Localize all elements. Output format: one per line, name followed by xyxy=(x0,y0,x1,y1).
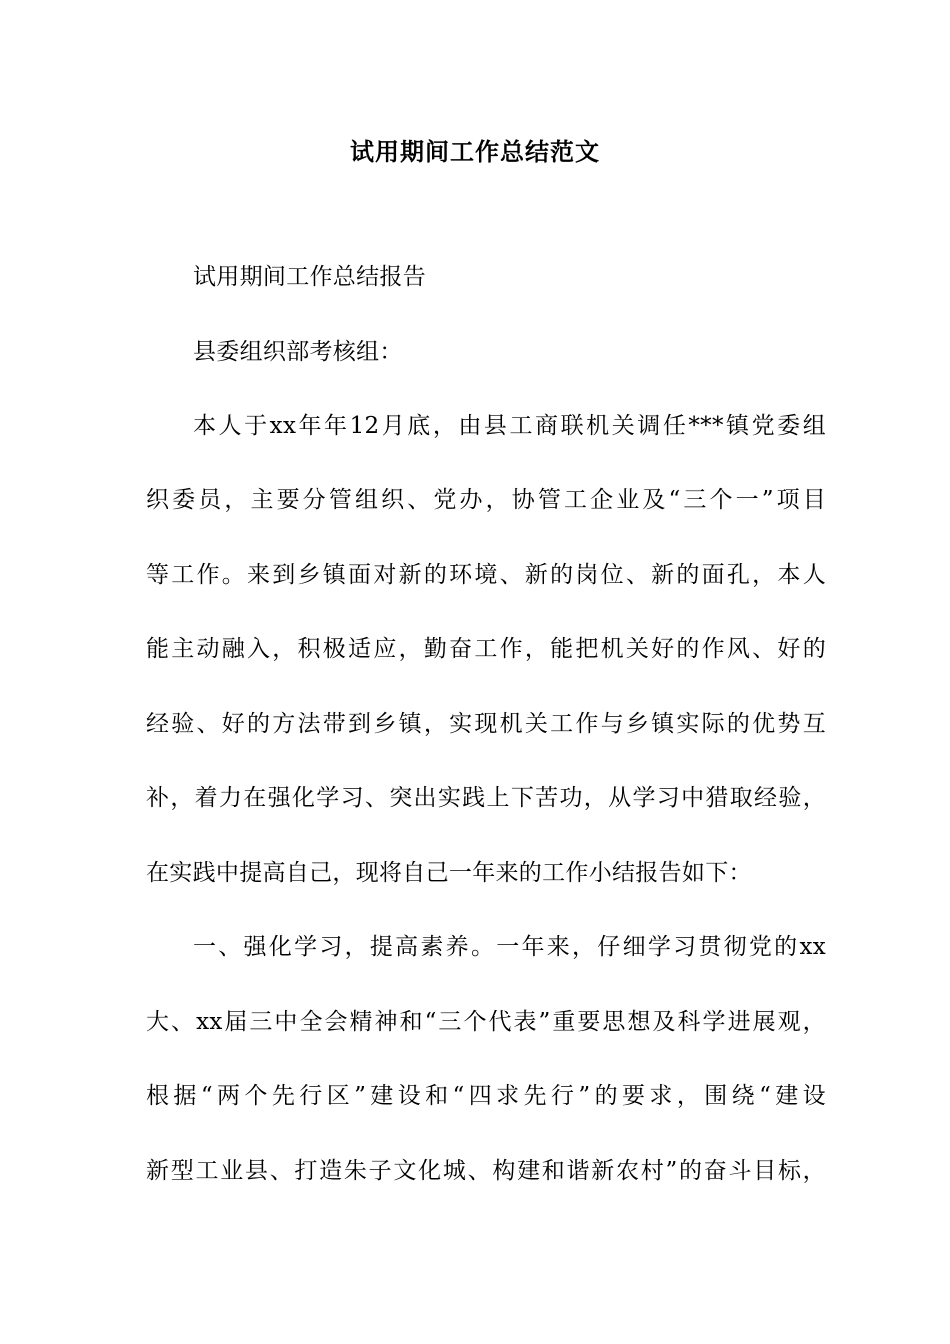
paragraph-line: 等工作。来到乡镇面对新的环境、新的岗位、新的面孔，本人 xyxy=(146,562,826,588)
paragraph-line: 县委组织部考核组： xyxy=(193,339,403,365)
paragraph-line: 能主动融入，积极适应，勤奋工作，能把机关好的作风、好的 xyxy=(146,636,826,662)
paragraph-line: 根据“两个先行区”建设和“四求先行”的要求，围绕“建设 xyxy=(146,1083,826,1109)
paragraph-line: 织委员，主要分管组织、党办，协管工企业及“三个一”项目 xyxy=(146,487,826,513)
paragraph-line: 在实践中提高自己，现将自己一年来的工作小结报告如下： xyxy=(146,860,752,886)
paragraph-line: 经验、好的方法带到乡镇，实现机关工作与乡镇实际的优势互 xyxy=(146,711,826,737)
paragraph-line: 本人于xx年年12月底，由县工商联机关调任***镇党委组 xyxy=(193,413,826,439)
paragraph-line: 一、强化学习，提高素养。一年来，仔细学习贯彻党的xx xyxy=(193,934,826,960)
paragraph-line: 大、xx届三中全会精神和“三个代表”重要思想及科学进展观， xyxy=(146,1009,826,1035)
document-title: 试用期间工作总结范文 xyxy=(350,137,600,166)
paragraph-line: 试用期间工作总结报告 xyxy=(193,264,426,290)
paragraph-line: 补，着力在强化学习、突出实践上下苦功，从学习中猎取经验， xyxy=(146,785,826,811)
paragraph-line: 新型工业县、打造朱子文化城、构建和谐新农村”的奋斗目标， xyxy=(146,1158,826,1184)
